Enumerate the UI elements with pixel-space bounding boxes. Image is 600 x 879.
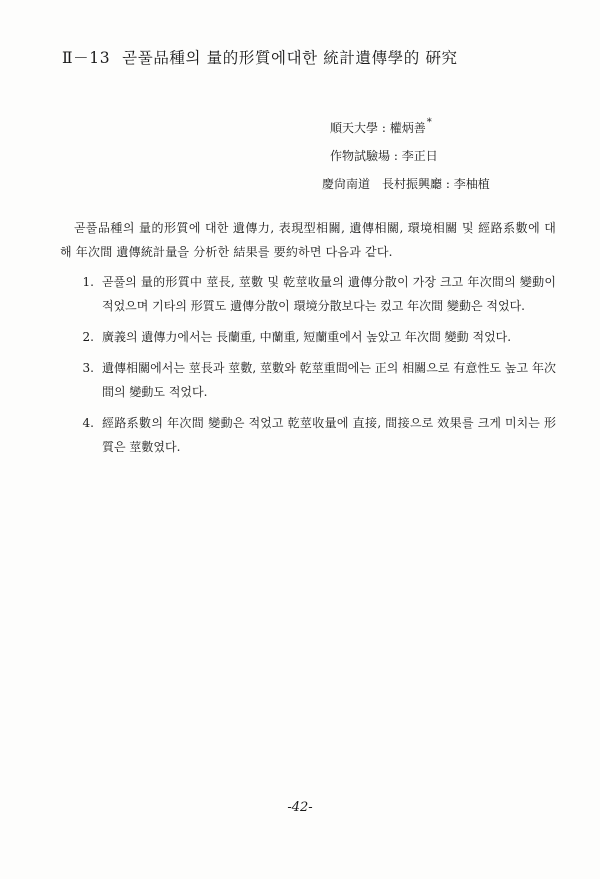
author-affiliation: 順天大學 (330, 121, 379, 135)
finding-number: 4. (82, 416, 94, 430)
finding-item (60, 356, 556, 404)
finding-item (60, 411, 556, 459)
finding-text: 廣義의 遺傳力에서는 長蘭重, 中蘭重, 短蘭重에서 높았고 年次間 變動 적었다. (102, 330, 512, 344)
finding-text: 곧풀의 量的形質中 莖長, 莖數 및 乾莖收量의 遺傳分散이 가장 크고 年次間의 變動이 적었으며 기타의 形質도 遺傳分散이 環境分散보다는 컸고 年次間 變動은 적었다. (102, 275, 556, 313)
corresponding-author-mark: * (426, 117, 432, 128)
author-row: 順天大學 : 權炳善* (330, 117, 432, 135)
paper-title (62, 46, 458, 68)
title-text: 곧풀品種의 量的形質에대한 統計遺傳學的 硏究 (122, 49, 458, 67)
author-name: 李柚植 (453, 177, 490, 191)
author-name: 權炳善 (389, 121, 426, 135)
abstract (60, 216, 556, 466)
finding-text: 經路系數의 年次間 變動은 적었고 乾莖收量에 直接, 間接으로 效果를 크게 미치는 形質은 莖數였다. (102, 416, 556, 454)
author-row: 作物試驗場 : 李正日 (330, 149, 438, 163)
author-affiliation: 慶尙南道 長村振興廳 (322, 177, 443, 191)
author-name: 李正日 (401, 149, 438, 163)
finding-number: 2. (82, 330, 94, 344)
author-list (322, 109, 490, 198)
finding-number: 3. (82, 361, 94, 375)
finding-item (60, 325, 556, 349)
finding-number: 1. (82, 275, 94, 289)
author-row: 慶尙南道 長村振興廳 : 李柚植 (322, 177, 490, 191)
finding-item (60, 270, 556, 318)
author-affiliation: 作物試驗場 (330, 149, 391, 163)
findings-list (60, 270, 556, 459)
page-number: -42- (287, 800, 313, 815)
section-number: Ⅱ－13 (62, 49, 111, 67)
finding-text: 遺傳相關에서는 莖長과 莖數, 莖數와 乾莖重間에는 正의 相關으로 有意性도 높고 年次間의 變動도 적었다. (102, 361, 556, 399)
abstract-intro: 곧풀品種의 量的形質에 대한 遺傳力, 表現型相關, 遺傳相關, 環境相關 및 經路系數에 대해 年次間 遺傳統計量을 分析한 結果를 要約하면 다음과 같다. (60, 221, 556, 259)
